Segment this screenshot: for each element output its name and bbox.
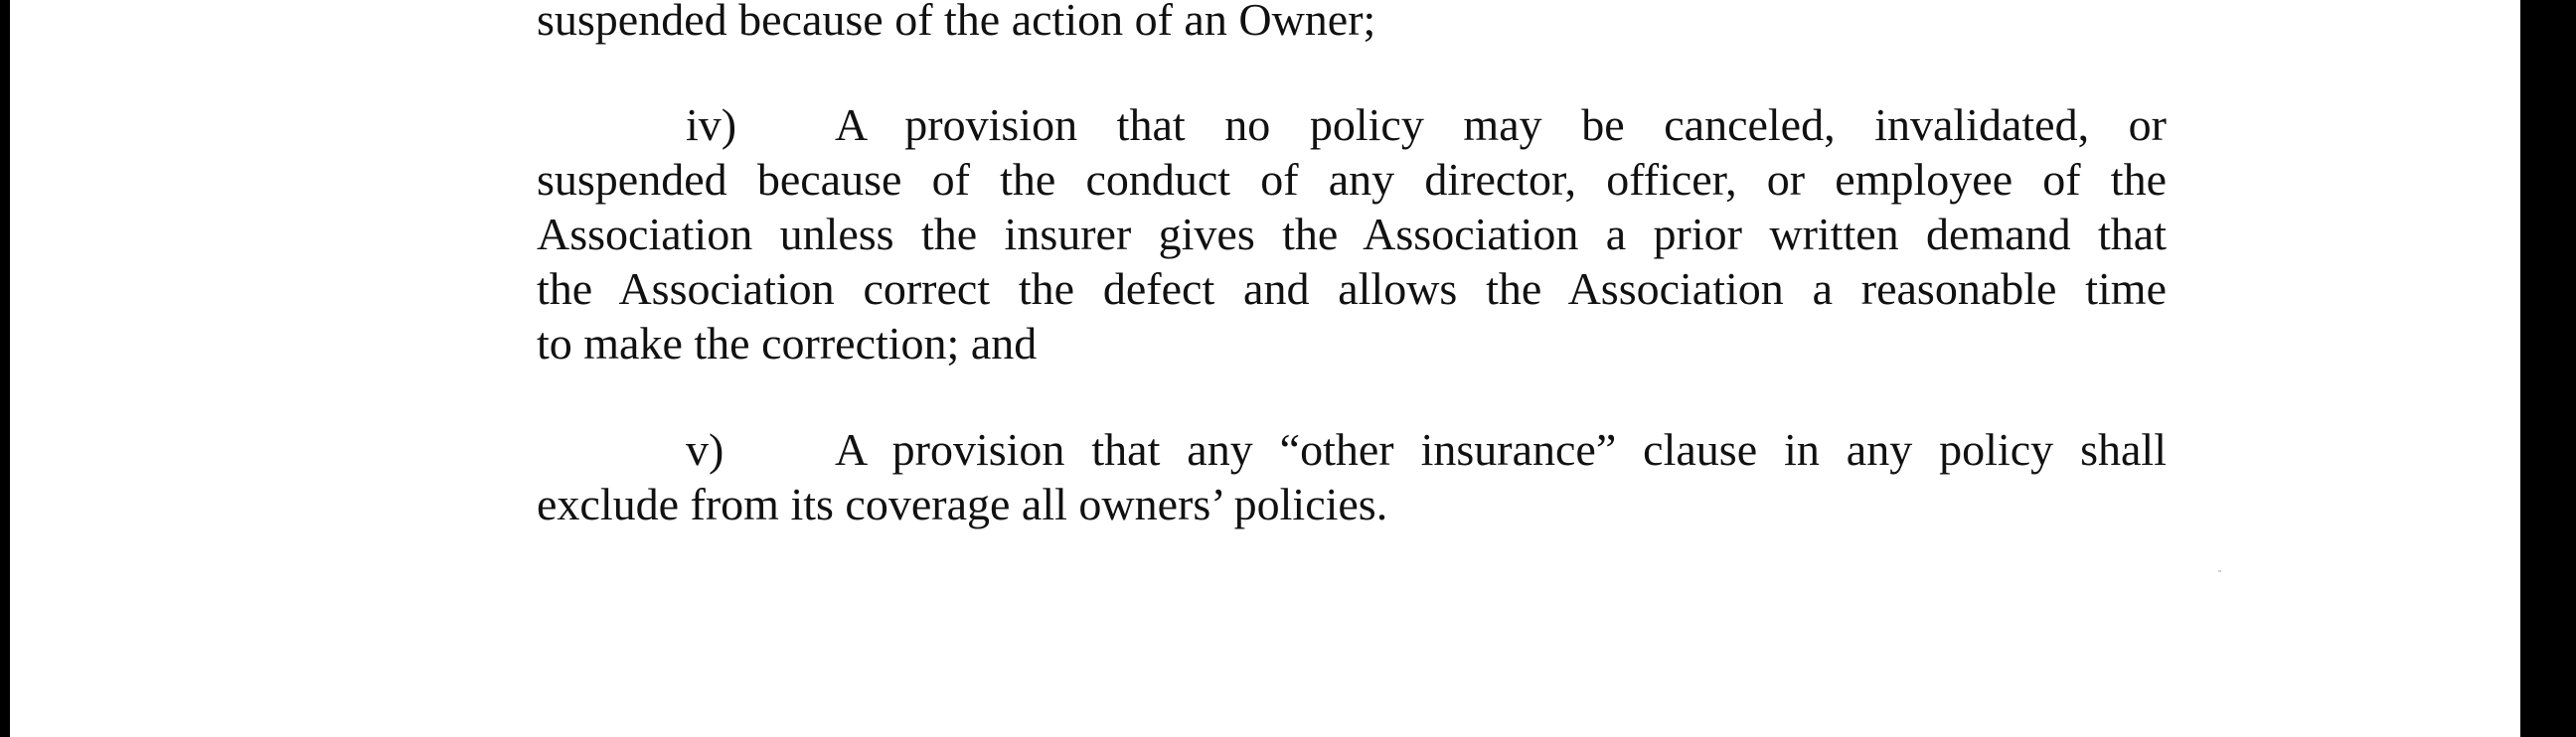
provision-iv — [537, 97, 2167, 370]
provision-iv-last-line: to make the correction; and — [537, 318, 1038, 368]
provision-iv-label: iv) — [686, 99, 737, 150]
provision-iv-first-line — [537, 97, 2167, 152]
provision-v — [537, 422, 2167, 531]
provision-iv-line: suspended because of the conduct of any director, officer, or employee of the — [537, 154, 2167, 205]
scan-speck — [2218, 570, 2221, 572]
provision-iv-first-text: A provision that no policy may be canceled, invalidated, or — [835, 99, 2167, 150]
provision-v-first-text: A provision that any “other insurance” clause in any policy shall — [835, 424, 2167, 475]
continuation-paragraph — [537, 0, 2167, 47]
provision-iv-line: Association unless the insurer gives the Association a prior written demand that — [537, 209, 2167, 259]
continuation-line: suspended because of the action of an Owner; — [537, 0, 1376, 45]
document-page — [10, 0, 2520, 737]
provision-v-last-line: exclude from its coverage all owners’ policies. — [537, 479, 1388, 529]
provision-v-label: v) — [686, 424, 724, 475]
provision-v-first-line — [537, 422, 2167, 477]
provision-iv-line: the Association correct the defect and allows the Association a reasonable time — [537, 263, 2167, 314]
